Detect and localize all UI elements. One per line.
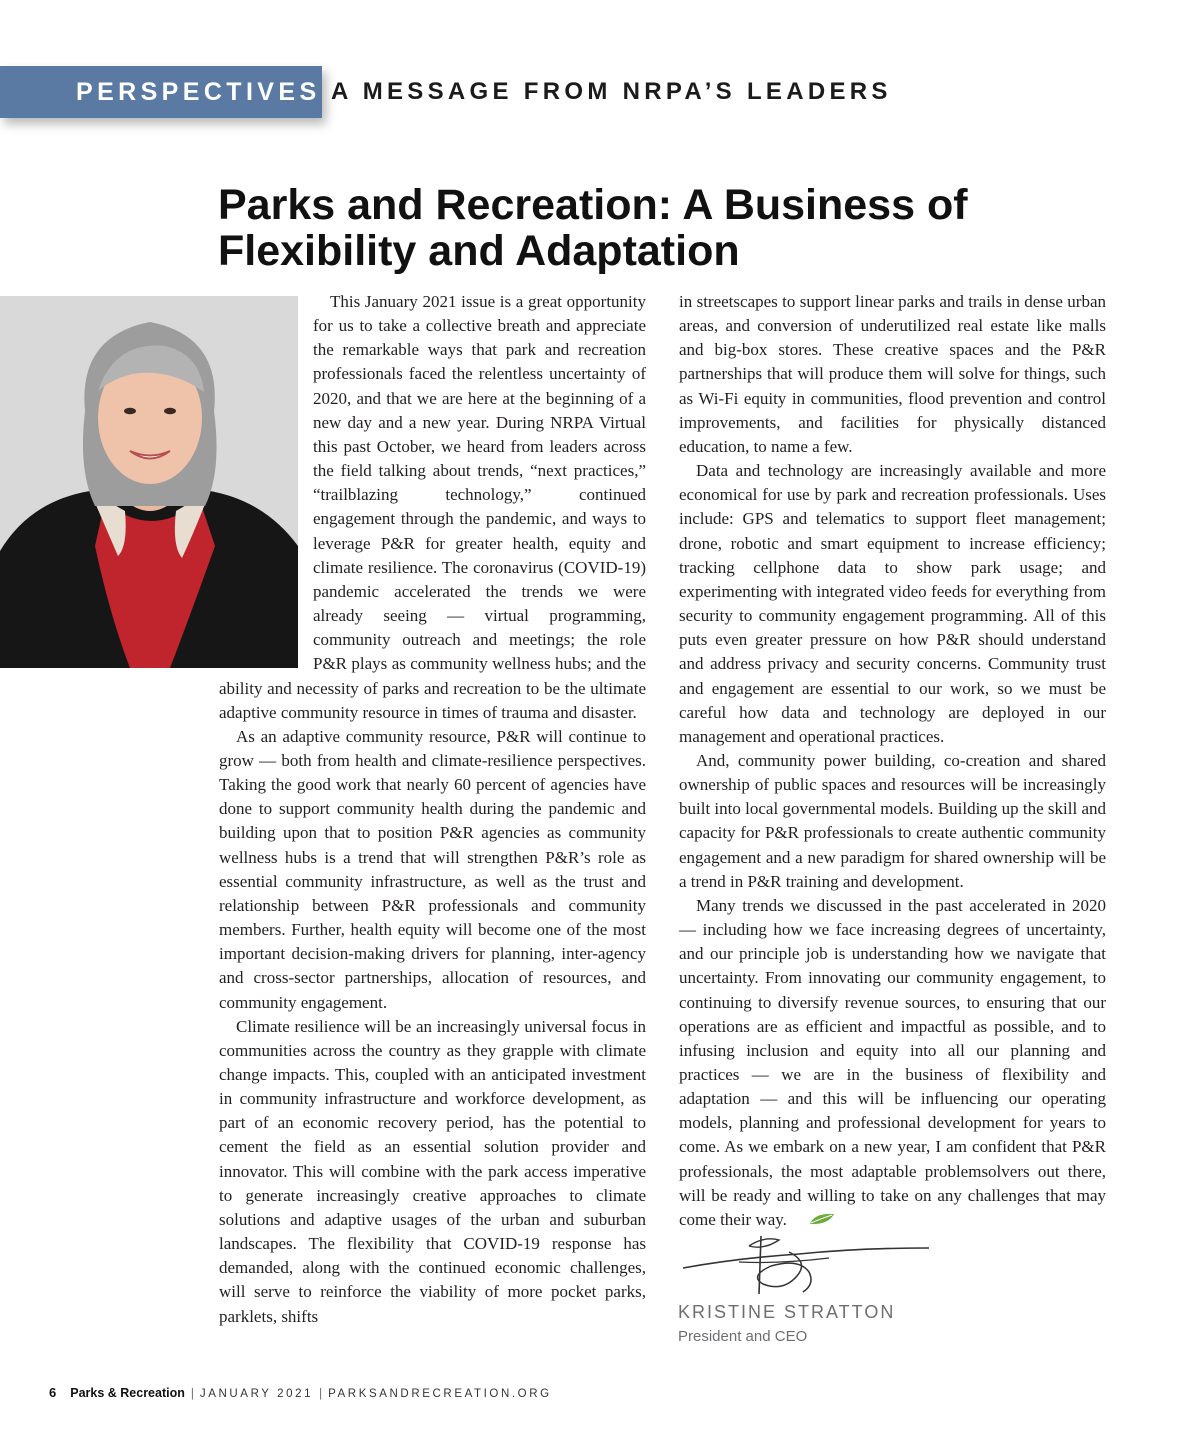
leaf-icon	[791, 1209, 836, 1233]
footer-separator: |	[319, 1388, 323, 1400]
paragraph: As an adaptive community resource, P&R will continue to grow — both from health and climate-resilience perspectives. Taking the good work that nearly 60 percent of agencies have done to support community health during the pandemic and building upon that to position P&R agencies as community wellness hubs is a trend that will strengthen P&R’s role as essential community infrastructure, as well as the trust and relationship between P&R professionals and community members. Further, health equity will become one of the most important decision-making drivers for planning, inter-agency and cross-sector partnerships, allocation of resources, and community engagement.	[219, 726, 646, 1012]
section-subtitle: A MESSAGE FROM NRPA’S LEADERS	[331, 78, 892, 105]
page-number: 6	[49, 1385, 57, 1400]
author-name: KRISTINE STRATTON	[678, 1302, 896, 1322]
photo-text-wrap	[219, 290, 313, 676]
issue-date: JANUARY 2021	[199, 1388, 314, 1400]
section-label: PERSPECTIVES	[76, 78, 321, 106]
paragraph-last	[679, 894, 1106, 1233]
paragraph: Climate resilience will be an increasingly universal focus in communities across the country as they grapple with climate change impacts. This, coupled with an anticipated investment in community infrastructure and workforce development, as part of an economic recovery period, has the potential to cement the field as an essential solution provider and innovator. This will combine with the park access imperative to generate increasingly creative approaches to climate solutions and adaptive usages of the urban and suburban landscapes. The flexibility that COVID-19 response has demanded, along with the continued economic challenges, will serve to reinforce the viability of more pocket parks, parklets, shifts	[219, 1016, 646, 1326]
paragraph: And, community power building, co-creation and shared ownership of public spaces and resources will be increasingly built into local governmental models. Building up the skill and capacity for P&R professionals to create authentic community engagement and a new paradigm for shared ownership will be a trend in P&R training and development.	[679, 750, 1106, 891]
page-footer	[49, 1385, 552, 1400]
footer-separator: |	[190, 1388, 194, 1400]
magazine-name: Parks & Recreation	[70, 1386, 185, 1400]
author-title: President and CEO	[678, 1328, 808, 1345]
article-title: Parks and Recreation: A Business of Flexibility and Adaptation	[218, 181, 968, 275]
paragraph: Data and technology are increasingly available and more economical for use by park and recreation professionals. Uses include: GPS and telematics to support fleet management; drone, robotic and smart equipment to increase efficiency; tracking cellphone data to show park usage; and experimenting with integrated video feeds for everything from security to community engagement programming. All of this puts even greater pressure on how P&R should understand and address privacy and security concerns. Community trust and engagement are essential to our work, so we must be careful how data and technology are deployed in our management and operational practices.	[679, 461, 1106, 746]
author-signature	[679, 1232, 939, 1303]
paragraph: Many trends we discussed in the past accelerated in 2020 — including how we face increasing degrees of uncertainty, and our principle job is understanding how we navigate that uncertainty. From innovating our community engagement, to continuing to diversify revenue sources, to ensuring that our operations are as efficient and impactful as possible, and to infusing inclusion and equity into all our planning and practices — we are in the business of flexibility and adaptation — and this will be influencing our operating models, planning and professional development for years to come. As we embark on a new year, I am confident that P&R professionals, the most adaptable problemsolvers out there, will be ready and willing to take on any challenges that may come their way.	[679, 895, 1106, 1229]
paragraph: This January 2021 issue is a great opportunity for us to take a collective breath and appreciate the remarkable ways that park and recreation professionals faced the relentless uncertainty of 2020, and that we are here at the beginning of a new day and a new year. During NRPA Virtual this past October, we heard from leaders across the field talking about trends, “next practices,” “trailblazing technology,” continued engagement through the pandemic, and ways to leverage P&R for greater health, equity and climate resilience. The coronavirus (COVID-19) pandemic accelerated the trends we were already seeing — virtual programming, community outreach and meetings; the role P&R plays as community wellness hubs; and the ability and necessity of parks and recreation to be the ultimate adaptive community resource in times of trauma and disaster.	[219, 292, 646, 722]
website-url: PARKSANDRECREATION.ORG	[328, 1388, 552, 1400]
article-column-left	[219, 290, 646, 1329]
article-column-right	[679, 290, 1106, 1233]
paragraph: in streetscapes to support linear parks and trails in dense urban areas, and conversion of underutilized real estate like malls and big-box stores. These creative spaces and the P&R partnerships that will produce them will solve for things, such as Wi-Fi equity in communities, flood prevention and control improvements, and facilities for physically distanced education, to name a few.	[679, 292, 1106, 456]
